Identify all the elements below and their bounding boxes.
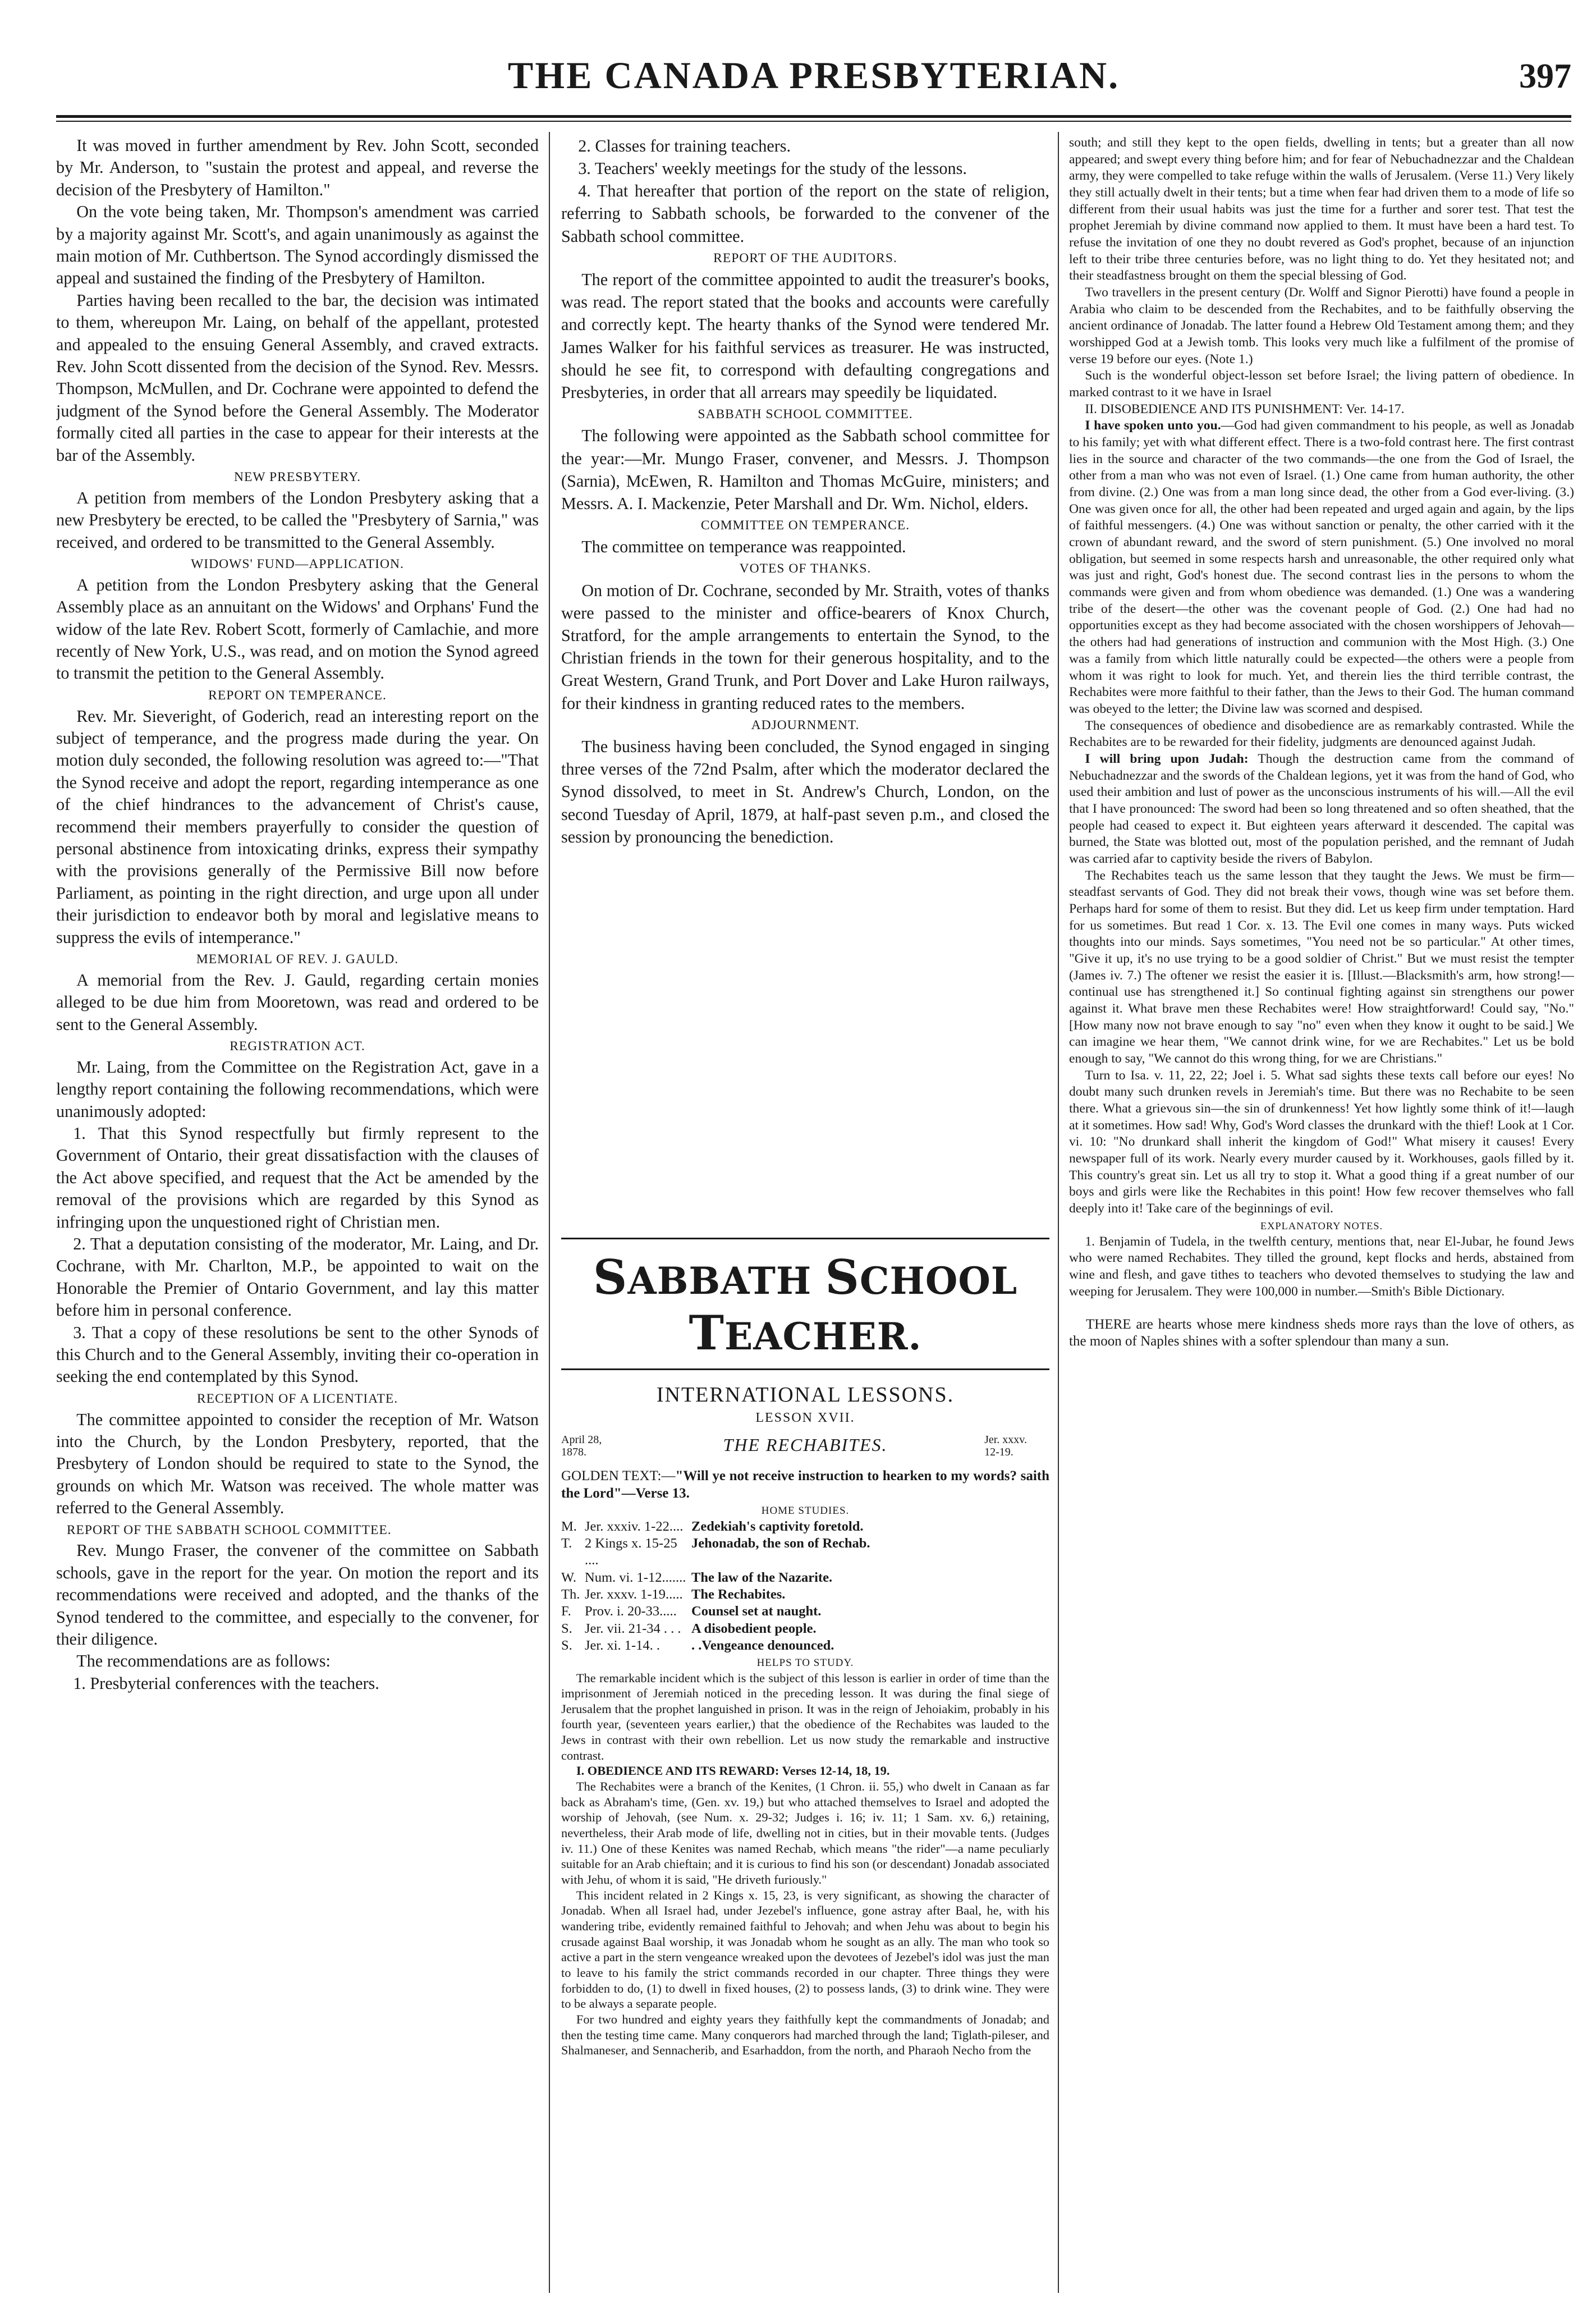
paragraph: The committee on temperance was reappointed. [581,537,906,557]
lesson-number: LESSON XVII. [755,1411,855,1425]
paragraph: Parties having been recalled to the bar, the decision was intimated to them, whereupon Mr. Laing, on behalf of the appellant, protested and appealed to the ensuing General Assembly, and craved extracts. Rev. John Scott dissented from the decision of the Synod. Rev. Messrs. Thompson, McMullen, and Dr. Cochrane were appointed to defend the judgment of the Synod before the General Assembly. The Moderator formally cited all parties in the case to appear for their interests at the bar of the Assembly. [56,290,539,465]
section-heading: NEW PRESBYTERY. [233,470,361,485]
study-row [561,1535,1049,1569]
section-heading: MEMORIAL OF REV. J. GAULD. [196,952,399,967]
section-heading: RECEPTION OF A LICENTIATE. [196,1391,398,1406]
lesson-title: THE RECHABITES. [723,1435,888,1455]
study-txt: Zedekiah's captivity foretold. [691,1518,864,1534]
paragraph: A petition from the London Presbytery asking that the General Assembly place as an annuitant on the Widows' and Orphans' Fund the widow of the late Rev. Robert Scott, formerly of Camlachie, and more recently of New York, U.S., was read, and on motion the Synod agreed to transmit the petition to the General Assembly. [56,575,539,683]
study-day: T. [561,1535,572,1551]
section-heading: COMMITTEE ON TEMPERANCE. [700,518,910,533]
paragraph: south; and still they kept to the open fields, dwelling in tents; but a greater than all now appeared; and swept every thing before him; and for fear of Nebuchadnezzar and the Chaldean army, they were compelled to take refuge within the walls of Jerusalem. (Verse 11.) Very likely they still actually dwelt in their tents; but a time when fear had driven them to a mode of life so different from their usual habits was just the time for a further and sorer test. That test the prophet Jeremiah by divine command now applied to them. It must have been a hard test. To refuse the invitation of one they no doubt revered as God's prophet, because of an injunction left to their tribe three centuries before, was no light thing to do. Yet they hesitated not; and their steadfastness brought on them the special blessing of God. [1069,135,1574,283]
column-divider [549,132,550,2293]
study-txt: Jehonadab, the son of Rechab. [691,1535,870,1551]
study-ref: Prov. i. 20-33..... [585,1604,677,1619]
masthead [56,53,1571,115]
golden-text: GOLDEN TEXT:—"Will ye not receive instruction to hearken to my words? saith the Lord"—Verse 13. [561,1468,1049,1501]
study-ref: Jer. vii. 21-34 . . . [585,1620,681,1636]
study-row [561,1620,1049,1637]
section-banner: SABBATH SCHOOL TEACHER. [561,1242,1049,1370]
lesson-reference: Jer. xxxv. 12-19. [984,1434,1027,1458]
paragraph: I. OBEDIENCE AND ITS REWARD: Verses 12-14, 18, 19. [576,1764,890,1778]
helps-to-study [561,1670,1049,2058]
lesson-title-line [561,1431,1049,1463]
explanatory-notes [1069,1234,1574,1301]
lesson-date: April 28, 1878. [561,1434,602,1458]
study-day: M. [561,1518,577,1534]
study-day: S. [561,1620,572,1636]
paragraph: The report of the committee appointed to audit the treasurer's books, was read. The report stated that the books and accounts were carefully and correctly kept. The hearty thanks of the Synod were tendered Mr. James Walker for his faithful services as treasurer. He was instructed, should he see fit, to correspond with defaulting congregations and Presbyteries, in order that all arrears may speedily be liquidated. [561,270,1049,402]
paragraph: The consequences of obedience and disobedience are as remarkably contrasted. While the Rechabites are to be rewarded for their fidelity, judgments are denounced against Judah. [1069,718,1574,750]
paragraph: It was moved in further amendment by Rev. John Scott, seconded by Mr. Anderson, to "sustain the protest and appeal, and reverse the decision of the Presbytery of Hamilton." [56,136,539,199]
paragraph: The committee appointed to consider the reception of Mr. Watson into the Church, by the London Presbytery, reported, that the Presbytery of London should be required to state to the Synod, the grounds on which Mr. Watson was received. The whole matter was referred to the General Assembly. [56,1409,539,1518]
column-3 [1069,135,1574,2301]
paragraph: The business having been concluded, the Synod engaged in singing three verses of the 72nd Psalm, after which the moderator declared the Synod dissolved, to meet in St. Andrew's Church, London, on the second Tuesday of April, 1879, at half-past seven p.m., and closed the session by pronouncing the benediction. [561,737,1049,846]
study-txt: The law of the Nazarite. [691,1569,833,1585]
study-row [561,1586,1049,1603]
newspaper-title: THE CANADA PRESBYTERIAN. [507,54,1120,97]
paragraph: The remarkable incident which is the subject of this lesson is earlier in order of time than the imprisonment of Jeremiah noticed in the preceding lesson. It was during the final siege of Jerusalem that the prophet languished in prison. It was in the reign of Jehoiakim, probably in his fourth year, (seventeen years earlier,) that the obedience of the Rechabites was lauded to the Jews in contrast with their own rebellion. Let us now study the remarkable and instructive contrast. [561,1670,1049,1762]
paragraph: A memorial from the Rev. J. Gauld, regarding certain monies alleged to be due him from Mooretown, was read and ordered to be sent to the General Assembly. [56,970,539,1034]
study-txt: Counsel set at naught. [691,1604,822,1619]
section-heading: SABBATH SCHOOL COMMITTEE. [698,407,913,422]
paragraph: On the vote being taken, Mr. Thompson's amendment was carried by a majority against Mr. Scott's, and again unanimously as against the main motion of Mr. Cuthbertson. The Synod accordingly dismissed the appeal and sustained the finding of the Presbytery of Hamilton. [56,202,539,288]
section-heading: REGISTRATION ACT. [230,1038,365,1054]
study-day: W. [561,1569,577,1585]
section-heading: REPORT OF THE SABBATH SCHOOL COMMITTEE. [66,1522,392,1537]
paragraph: The Rechabites were a branch of the Kenites, (1 Chron. ii. 55,) who dwelt in Canaan as far back as Abraham's time, (Gen. xv. 19,) but who attached themselves to Israel and adopted the worship of Jehovah, (see Num. x. 29-32; Judges i. 16; iv. 11; 1 Sam. xv. 6,) retaining, nevertheless, their Arab mode of life, dwelling not in cities, but in their movable tents. (Judges iv. 11.) One of these Kenites was named Rechab, which means "the rider"—a name peculiarly suitable for an Arab chieftain; and it is curious to find his son (or descendant) Jonadab associated with Jehu, of whom it is said, "He driveth furiously." [561,1779,1049,1887]
list-item: 3. Teachers' weekly meetings for the study of the lessons. [578,159,967,178]
study-txt: The Rechabites. [691,1587,786,1602]
study-ref: Jer. xi. 1-14. . [585,1638,661,1654]
lessons-heading: INTERNATIONAL LESSONS. [656,1383,955,1407]
list-item: 3. That a copy of these resolutions be sent to the other Synods of this Church and to the General Assembly, inviting their co-operation in seeking the end contemplated by this Synod. [56,1322,539,1386]
study-row [561,1569,1049,1586]
study-ref: 2 Kings x. 15-25 .... [585,1535,677,1568]
paragraph: II. DISOBEDIENCE AND ITS PUNISHMENT: Ver. 14-17. [1085,401,1405,416]
section-rule [561,1238,1049,1239]
section-heading: ADJOURNMENT. [751,717,860,732]
paragraph: I will bring upon Judah: Though the destruction came from the command of Nebuchadnezzar and the swords of the Chaldean legions, yet it was from the hand of God, who used their ambition and lust of power as the unconscious instruments of his will.—All the evil that I have pronounced: The sword had been so long threatened and so often sheathed, that the people had ceased to expect it. But eighteen years afterward it descended. The capital was burned, the State was blotted out, most of the population perished, and the remnant of Judah was carried afar to captivity beside the rivers of Babylon. [1069,751,1574,866]
paragraph: Such is the wonderful object-lesson set before Israel; the living pattern of obedience. In marked contrast to it we have in Israel [1069,368,1574,400]
paragraph: Turn to Isa. v. 11, 22, 22; Joel i. 5. What sad sights these texts call before our eyes! No doubt many such drunken revels in Jeremiah's time. But there was no Rechabite to be seen there. What a grievous sin—the sin of drunkenness! Yet how lightly some think of it!—laugh at it sometimes. How sad! Why, God's Word classes the drunkard with the thief! Look at 1 Cor. vi. 10: "No drunkard shall inherit the kingdom of God!" What misery it causes! Every newspaper full of its work. Nearly every murder caused by it. Workhouses, gaols filled by it. This country's great sin. Let us all try to stop it. What a good thing if a great number of our boys and girls were like the Rechabites in this point! How few recover themselves who fall deeply into it! Take care of the beginnings of evil. [1069,1068,1574,1216]
section-heading: WIDOWS' FUND—APPLICATION. [191,557,404,572]
list-item: 4. That hereafter that portion of the report on the state of religion, referring to Sabbath schools, be forwarded to the convener of the Sabbath school committee. [561,181,1049,246]
section-heading: VOTES OF THANKS. [739,561,872,576]
study-day: S. [561,1638,572,1654]
list-item: 1. Presbyterial conferences with the teachers. [73,1673,379,1693]
paragraph: A petition from members of the London Presbytery asking that a new Presbytery be erected, to be called the "Presbytery of Sarnia," was received, and ordered to be transmitted to the General Assembly. [56,488,539,552]
paragraph: The recommendations are as follows: [76,1651,331,1671]
list-item: 2. That a deputation consisting of the moderator, Mr. Laing, and Dr. Cochrane, with Mr. Charlton, M.P., be appointed to wait on the Honorable the Premier of Ontario Government, and lay this matter before him in personal conference. [56,1234,539,1320]
paragraph: For two hundred and eighty years they faithfully kept the commandments of Jonadab; and then the testing time came. Many conquerors had marched through the land; Tiglath-pileser, and Shalmaneser, and Sennacherib, and Esarhaddon, from the north, and Pharaoh Necho from the [561,2012,1049,2058]
study-row [561,1603,1049,1620]
paragraph: On motion of Dr. Cochrane, seconded by Mr. Straith, votes of thanks were passed to the minister and office-bearers of Knox Church, Stratford, for the ample arrangements to entertain the Synod, to the Christian friends in the town for their generous hospitality, and to the Great Western, Grand Trunk, and Port Dover and Lake Huron railways, for their kindness in granting reduced rates to the members. [561,580,1049,713]
masthead-rule-thin [56,121,1571,122]
column-1 [56,135,539,2290]
closing-paragraph: THERE are hearts whose mere kindness sheds more rays than the love of others, as the moon of Naples shines with a softer splendour than many a sun. [1069,1316,1574,1349]
masthead-rule [56,115,1571,118]
study-ref: Jer. xxxiv. 1-22.... [585,1518,684,1534]
home-studies-heading: HOME STUDIES. [761,1504,850,1517]
sabbath-school-teacher-section [561,1238,1049,2293]
section-heading: REPORT ON TEMPERANCE. [208,688,387,703]
paragraph: Mr. Laing, from the Committee on the Registration Act, gave in a lengthy report containing the following recommendations, which were unanimously adopted: [56,1057,539,1121]
list-item: 1. That this Synod respectfully but firmly represent to the Government of Ontario, their great dissatisfaction with the clauses of the Act above specified, and request that the Act be amended by the removal of the provisions which are regarded by this Synod as infringing upon the unquestioned right of Christian men. [56,1123,539,1231]
paragraph: I have spoken unto you.—God had given commandment to his people, as well as Jonadab to his family; yet with what different effect. There is a two-fold contrast here. The first contrast lies in the source and character of the two commands—the one from the God of Israel, the other from a man who was not even of Israel. (1.) One came from human authority, the other from divine. (2.) One was from a man long since dead, the other from a God ever-living. (3.) One was given once for all, the other had been repeated and urged again and again, by the lips of faithful messengers. (4.) One was without sanction or penalty, the other carried with it the crown of abundant reward, and the sword of stern punishment. (5.) One involved no moral obligation, but seemed in some respects harsh and unreasonable, the other required only what was just and right, God's honest due. The second contrast lies in the persons to whom the commands were given and from whom obedience was demanded. (1.) One was a wandering tribe of the desert—the other was the covenant people of God. (2.) One had had no opportunities except as they had become associated with the chosen worshippers of Jehovah—the others had had generations of instruction and communion with the Most High. (3.) One was a family from which little naturally could be expected—the others were a people from whom it was right to look for much. Yet, and therein lies the third terrible contrast, the Rechabites were more faithful to their father, than the Jews to their God. The human command was obeyed to the letter; the Divine law was scorned and despised. [1069,418,1574,716]
study-ref: Num. vi. 1-12....... [585,1569,686,1585]
page-number: 397 [1519,57,1571,95]
paragraph: Rev. Mr. Sieveright, of Goderich, read an interesting report on the subject of temperance, and the progress made during the year. On motion duly seconded, the following resolution was agreed to:—"That the Synod receive and adopt the report, regarding intemperance as one of the chief hindrances to the advancement of Christ's cause, recommend their members prayerfully to consider the question of personal abstinence from intoxicating drinks, express their sympathy with the provisions generally of the Permissive Bill now before Parliament, as pointing in the right direction, and urge upon all under their jurisdiction to endeavor both by moral and legislative means to suppress the evils of intemperance." [56,706,539,947]
study-day: Th. [561,1587,580,1602]
study-row [561,1518,1049,1535]
paragraph: The Rechabites teach us the same lesson that they taught the Jews. We must be firm—steadfast servants of God. They did not break their vows, though wine was set before them. Perhaps hard for some of them to resist. But they did. Let us keep firm under temptation. Hard for us sometimes. But read 1 Cor. x. 13. The Evil one comes in many ways. Puts wicked thoughts into our minds. Says sometimes, "You need not be so particular." At other times, "Give it up, it's no use trying to be a good soldier of Christ." But we must resist the tempter (James iv. 7.) The oftener we resist the easier it is. [Illust.—Blacksmith's arm, how strong!—continual use has strengthened it.] So continual fighting against sin strengthens our power against it. What brave men these Rechabites were! How straightforward! Could say, "No." [How many now not brave enough to say "no" even when they know it ought to be said.] We can imagine we hear them, "We cannot drink wine, for we are Rechabites." Let us be bold enough to say, "We cannot do this wrong thing, for we are Christians." [1069,868,1574,1066]
column-divider [1058,132,1059,2293]
section-heading: EXPLANATORY NOTES. [1260,1220,1383,1231]
column-2 [561,135,1049,848]
study-txt: . .Vengeance denounced. [691,1638,834,1654]
home-studies-list [561,1518,1049,1655]
paragraph: Rev. Mungo Fraser, the convener of the committee on Sabbath schools, gave in the report for the year. On motion the report and its recommendations were received and adopted, and the thanks of the Synod tendered to the committee, and especially to the convener, for their diligence. [56,1541,539,1649]
section-heading: REPORT OF THE AUDITORS. [713,250,897,265]
helps-heading: HELPS TO STUDY. [756,1656,854,1669]
paragraph: Two travellers in the present century (Dr. Wolff and Signor Pierotti) have found a people in Arabia who claim to be descended from the Rechabites, and to be faithfully observing the ancient ordinance of Jonadab. The latter found a Hebrew Old Testament among them; and they worshipped God at a Jewish tomb. This looks very much like a fulfilment of the promise of verse 19 before our eyes. (Note 1.) [1069,285,1574,367]
list-item: 2. Classes for training teachers. [578,136,791,155]
study-row [561,1637,1049,1654]
paragraph: The following were appointed as the Sabbath school committee for the year:—Mr. Mungo Fraser, convener, and Messrs. J. Thompson (Sarnia), McEwen, R. Hamilton and Thomas McGuire, ministers; and Messrs. A. I. Mackenzie, Peter Marshall and Dr. Wm. Nichol, elders. [561,426,1049,513]
study-txt: A disobedient people. [691,1620,817,1636]
study-ref: Jer. xxxv. 1-19..... [585,1587,683,1602]
paragraph: This incident related in 2 Kings x. 15, 23, is very significant, as showing the character of Jonadab. When all Israel had, under Jezebel's influence, gone astray after Baal, he, with his wandering tribe, evidently remained faithful to Jehovah; and when Jehu was about to begin his crusade against Baal worship, it was Jonadab whom he sought as an ally. The man who took so active a part in the stern vengeance wreaked upon the devotees of Jezebel's idol was just the man to leave to his family the strict commands recorded in our chapter. Three things they were forbidden to do, (1) to dwell in fixed houses, (2) to possess lands, (3) to drink wine. They were to be always a separate people. [561,1888,1049,2011]
study-day: F. [561,1604,571,1619]
paragraph: 1. Benjamin of Tudela, in the twelfth century, mentions that, near El-Jubar, he found Jews who were named Rechabites. They tilled the ground, kept flocks and herds, abstained from wine and flesh, and gave tithes to teachers who devoted themselves to studying the law and weeping for Jerusalem. They were 100,000 in number.—Smith's Bible Dictionary. [1069,1234,1574,1299]
